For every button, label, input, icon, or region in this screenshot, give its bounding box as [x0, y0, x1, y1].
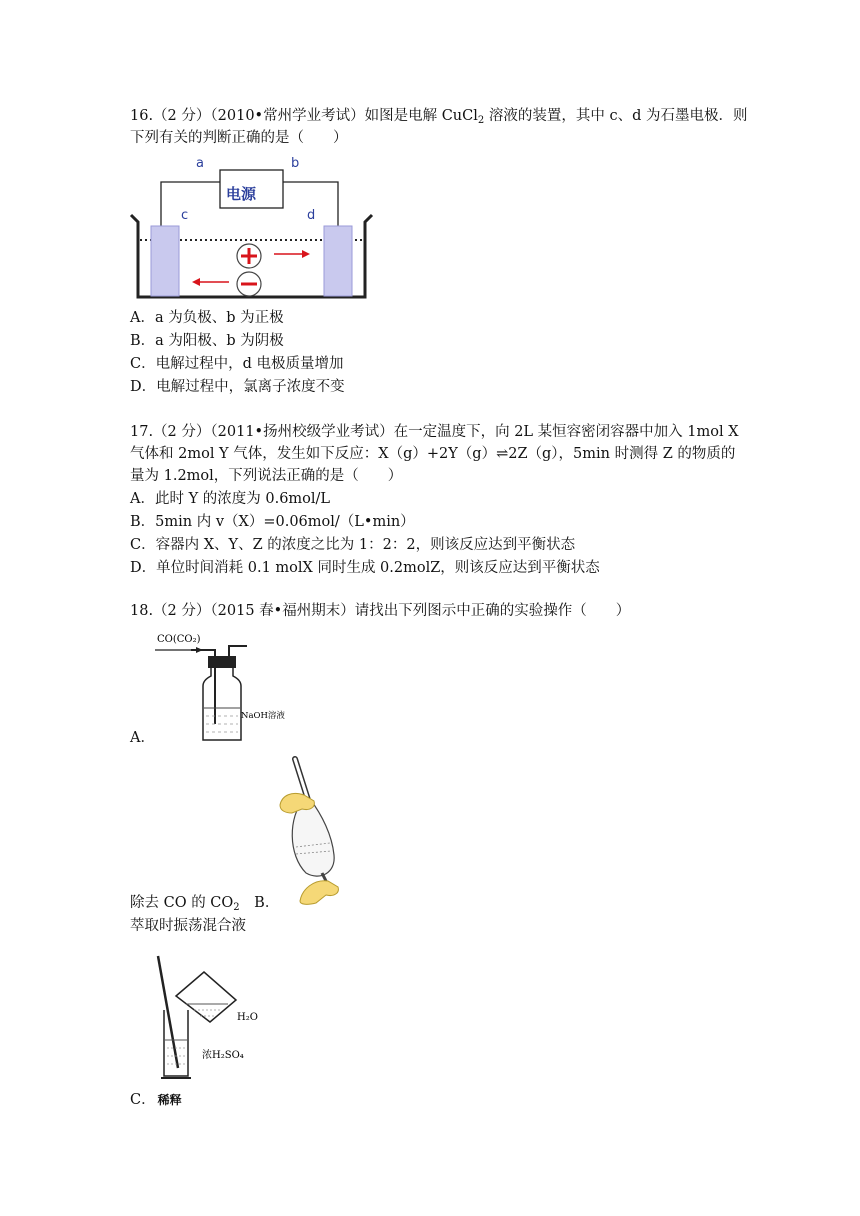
q16-option-b: B．a 为阳极、b 为阴极 — [130, 333, 284, 349]
electrode-c-label: c — [181, 208, 189, 223]
q17-option-b: B．5min 内 v（X）=0.06mol/（L•min） — [130, 514, 415, 530]
q17-stem-line2: 气体和 2mol Y 气体，发生如下反应：X（g）+2Y（g）⇌2Z（g），5min 时测得 Z 的物质的 — [130, 446, 736, 462]
terminal-b-label: b — [291, 156, 300, 171]
electrode-c — [151, 226, 179, 296]
separatory-funnel-figure — [270, 755, 350, 905]
naoh-solution-label: NaOH溶液 — [241, 711, 285, 721]
terminal-a-label: a — [196, 156, 204, 171]
power-source-label: 电源 — [226, 185, 257, 203]
dilution-figure — [148, 952, 268, 1084]
gas-label: CO(CO₂) — [157, 634, 201, 645]
q18-option-c: C． 稀释 — [130, 1092, 182, 1108]
water-label: H₂O — [237, 1012, 258, 1023]
q16-option-c: C．电解过程中，d 电极质量增加 — [130, 356, 344, 372]
conc-acid-label: 浓H₂SO₄ — [202, 1050, 244, 1061]
q18-option-a-caption: 除去 CO 的 $CO_2$ B． — [130, 895, 280, 913]
q17-option-a: A．此时 Y 的浓度为 0.6mol/L — [130, 491, 331, 507]
dilution-caption: 稀释 — [157, 1093, 182, 1107]
q17-stem-line1: 17.（2 分）（2011•扬州校级学业考试）在一定温度下，向 2L 某恒容密闭容器中加入 1mol X — [130, 424, 739, 440]
q16-stem-line1: 16.（2 分）（2010•常州学业考试）如图是电解 CuCl$_2$ 溶液的装置，其中 c、d 为石墨电极．则 — [130, 108, 748, 126]
q17-stem-line3: 量为 1.2mol，下列说法正确的是（ ） — [130, 468, 403, 484]
q17-option-c: C．容器内 X、Y、Z 的浓度之比为 1：2：2，则该反应达到平衡状态 — [130, 537, 576, 553]
electrode-d — [324, 226, 352, 296]
electrolysis-diagram — [125, 150, 375, 302]
electrode-d-label: d — [307, 208, 316, 223]
q18-stem: 18.（2 分）（2015 春•福州期末）请找出下列图示中正确的实验操作（ ） — [130, 603, 631, 619]
q16-option-d: D．电解过程中，氯离子浓度不变 — [130, 379, 345, 395]
q16-stem-line2: 下列有关的判断正确的是（ ） — [130, 130, 348, 146]
q16-option-a: A．a 为负极、b 为正极 — [130, 310, 284, 326]
q17-option-d: D．单位时间消耗 0.1 molX 同时生成 0.2molZ，则该反应达到平衡状态 — [130, 560, 600, 576]
gas-washing-bottle-figure — [153, 628, 283, 746]
q18-option-a-letter: A． — [130, 730, 155, 746]
q18-option-b-caption: 萃取时振荡混合液 — [130, 918, 246, 934]
